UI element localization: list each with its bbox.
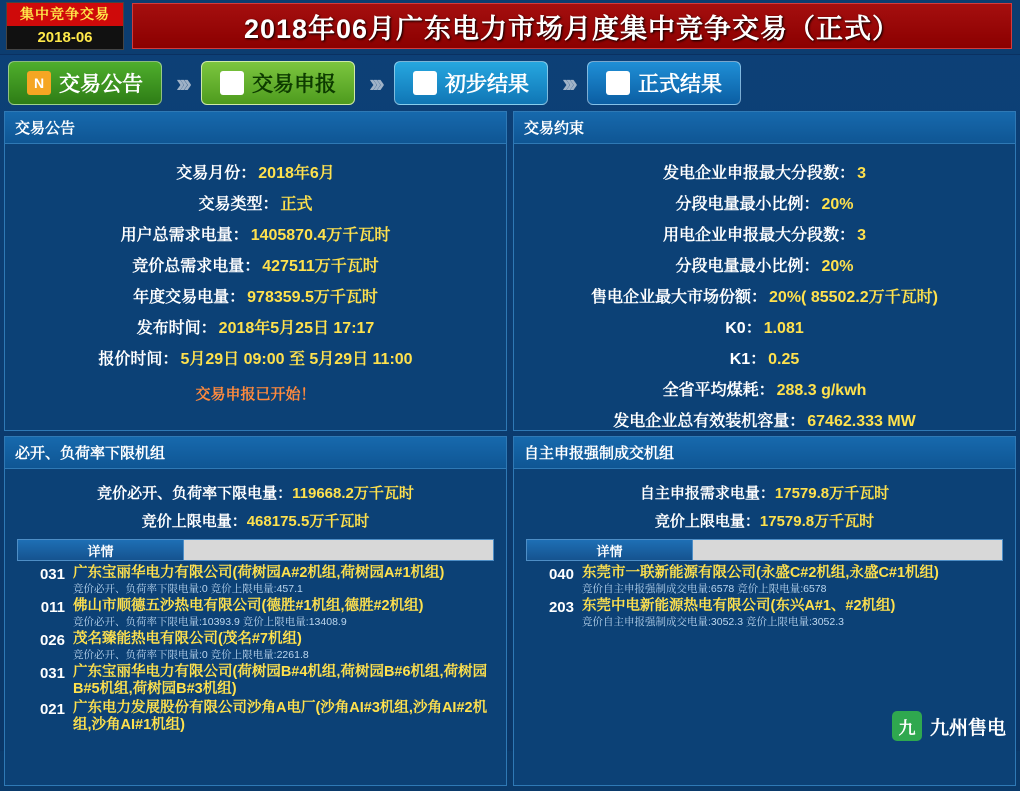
forced-summary-row xyxy=(520,510,1009,531)
colon: ： xyxy=(262,196,279,213)
colon: ： xyxy=(789,413,806,430)
list-item-name: 东莞中电新能源热电有限公司(东兴A#1、#2机组) xyxy=(582,598,896,614)
colon: ： xyxy=(240,165,257,182)
list-item-body xyxy=(73,664,498,698)
announcement-panel-body xyxy=(5,144,506,430)
tab-trade-announcement[interactable] xyxy=(8,61,162,105)
badge-line2: 2018-06 xyxy=(37,29,93,46)
list-item[interactable] xyxy=(522,598,1007,629)
list-item-meta: 竞价必开、负荷率下限电量:0 竞价上限电量:2261.8 xyxy=(73,649,309,661)
arrow-separator-1 xyxy=(162,68,201,99)
announcement-key: 竞价总需求电量 xyxy=(132,258,245,275)
list-item-number: 031 xyxy=(39,566,65,583)
constraints-panel-title: 交易约束 xyxy=(514,112,1015,144)
colon: ： xyxy=(750,351,767,368)
announcement-key: 用户总需求电量 xyxy=(120,227,233,244)
announcement-key: 年度交易电量 xyxy=(133,289,230,306)
must-run-panel-title: 必开、负荷率下限机组 xyxy=(5,437,506,469)
flag-icon: ⚑ xyxy=(606,71,630,95)
colon: ： xyxy=(758,382,775,399)
constraint-key: 分段电量最小比例 xyxy=(675,258,804,275)
announcement-row xyxy=(11,222,500,245)
must-run-summary-value: 119668.2万千瓦时 xyxy=(292,485,414,502)
announcement-value: 2018年6月 xyxy=(258,165,335,182)
colon: ： xyxy=(839,165,856,182)
chevron-right-icon: ››› xyxy=(561,67,573,98)
colon: ： xyxy=(803,258,820,275)
brand-watermark xyxy=(892,711,1006,741)
constraint-value: 20%( 85502.2万千瓦时) xyxy=(769,289,938,306)
announcement-value: 2018年5月25日 17:17 xyxy=(218,320,375,337)
left-column xyxy=(4,111,507,791)
constraint-value: 1.081 xyxy=(763,320,804,337)
colon: ： xyxy=(200,320,217,337)
announcement-value: 427511万千瓦时 xyxy=(262,258,379,275)
list-item[interactable] xyxy=(13,664,498,698)
constraints-panel xyxy=(513,111,1016,431)
list-item-meta: 竞价自主申报强制成交电量:6578 竞价上限电量:6578 xyxy=(582,583,827,595)
constraint-row xyxy=(520,408,1009,431)
step-nav xyxy=(0,55,1020,111)
forced-summary-key: 竞价上限电量： xyxy=(654,513,760,530)
must-run-panel-body xyxy=(5,469,506,785)
announcement-panel xyxy=(4,111,507,431)
list-item[interactable] xyxy=(13,631,498,662)
announcement-key: 发布时间 xyxy=(136,320,201,337)
list-item[interactable] xyxy=(13,700,498,734)
announcement-value: 正式 xyxy=(280,196,313,213)
tab-trade-announcement-label: 交易公告 xyxy=(59,73,143,96)
forced-detail-tab[interactable]: 详情 xyxy=(527,540,693,560)
constraint-row xyxy=(520,284,1009,307)
document-icon: ▤ xyxy=(220,71,244,95)
constraint-key: K0 xyxy=(725,320,746,337)
must-run-summary-value: 468175.5万千瓦时 xyxy=(246,513,370,530)
colon: ： xyxy=(244,258,261,275)
constraint-value: 0.25 xyxy=(768,351,800,368)
announcement-row xyxy=(11,315,500,338)
list-item-number: 021 xyxy=(39,701,65,718)
announcement-value: 1405870.4万千瓦时 xyxy=(250,227,391,244)
list-item-body xyxy=(582,598,1007,629)
list-item-name: 佛山市顺德五沙热电有限公司(德胜#1机组,德胜#2机组) xyxy=(73,598,424,614)
announcement-key: 交易类型 xyxy=(198,196,263,213)
constraint-row xyxy=(520,222,1009,245)
announcement-row xyxy=(11,284,500,307)
chevron-right-icon: ››› xyxy=(368,67,380,98)
must-run-tabbar xyxy=(17,539,494,561)
constraint-value: 67462.333 MW xyxy=(807,413,916,430)
list-item-meta: 竞价必开、负荷率下限电量:10393.9 竞价上限电量:13408.9 xyxy=(73,616,347,628)
panel-grid xyxy=(0,111,1020,791)
tabbar-filler xyxy=(184,540,493,560)
list-item-body xyxy=(73,565,498,596)
arrow-separator-3 xyxy=(548,68,587,99)
must-run-summary-key: 竞价上限电量： xyxy=(141,513,247,530)
announcement-value: 5月29日 09:00 至 5月29日 11:00 xyxy=(180,351,413,368)
must-run-list[interactable] xyxy=(11,563,500,775)
constraint-row xyxy=(520,253,1009,276)
badge-line1: 集中竞争交易 xyxy=(7,3,123,26)
colon: ： xyxy=(803,196,820,213)
tab-final-result[interactable] xyxy=(587,61,741,105)
trade-badge xyxy=(6,2,124,50)
constraint-value: 3 xyxy=(857,227,866,244)
constraint-key: 发电企业申报最大分段数 xyxy=(663,165,840,182)
colon: ： xyxy=(751,289,768,306)
announcement-note: 交易申报已开始！ xyxy=(195,386,316,403)
must-run-summary-row xyxy=(11,482,500,503)
list-item-name: 东莞市一联新能源有限公司(永盛C#2机组,永盛C#1机组) xyxy=(582,565,939,581)
list-item[interactable] xyxy=(13,598,498,629)
forced-summary-row xyxy=(520,482,1009,503)
must-run-summary-key: 竞价必开、负荷率下限电量： xyxy=(97,485,293,502)
must-run-panel xyxy=(4,436,507,786)
list-item-body xyxy=(73,631,498,662)
list-item-name: 茂名臻能热电有限公司(茂名#7机组) xyxy=(73,631,302,647)
tab-trade-declaration-label: 交易申报 xyxy=(251,73,336,96)
announcement-key: 交易月份 xyxy=(176,165,241,182)
notice-icon: N xyxy=(27,71,51,95)
brand-name: 九州售电 xyxy=(929,717,1006,739)
constraint-key: 全省平均煤耗 xyxy=(662,382,759,399)
constraint-key: 分段电量最小比例 xyxy=(675,196,804,213)
forced-summary-value: 17579.8万千瓦时 xyxy=(774,485,890,502)
constraint-value: 20% xyxy=(821,258,854,275)
list-item-number: 040 xyxy=(548,566,574,583)
list-item-body xyxy=(582,565,1007,596)
chevron-right-icon: ››› xyxy=(176,67,187,98)
colon: ： xyxy=(745,320,762,337)
constraint-key: 发电企业总有效装机容量 xyxy=(613,413,790,430)
announcement-row xyxy=(11,253,500,276)
constraint-row xyxy=(520,191,1009,214)
list-item-body xyxy=(73,598,498,629)
constraints-panel-body xyxy=(514,144,1015,430)
arrow-separator-2 xyxy=(355,68,394,99)
list-item-name: 广东电力发展股份有限公司沙角A电厂(沙角AI#3机组,沙角AI#2机组,沙角AI#1机组) xyxy=(73,700,488,733)
tab-preliminary-result[interactable] xyxy=(394,61,548,105)
announcement-panel-title: 交易公告 xyxy=(5,112,506,144)
top-banner xyxy=(0,0,1020,55)
colon: ： xyxy=(162,351,179,368)
list-item-number: 026 xyxy=(39,632,65,649)
forced-panel-title: 自主申报强制成交机组 xyxy=(514,437,1015,469)
colon: ： xyxy=(232,227,249,244)
forced-tabbar xyxy=(526,539,1003,561)
list-item-body xyxy=(73,700,498,734)
colon: ： xyxy=(229,289,246,306)
tab-final-result-label: 正式结果 xyxy=(637,73,722,96)
announcement-key: 报价时间 xyxy=(98,351,163,368)
must-run-detail-tab[interactable]: 详情 xyxy=(18,540,184,560)
flag-icon: ⚑ xyxy=(413,71,437,95)
tab-trade-declaration[interactable] xyxy=(201,61,355,105)
brand-logo-icon: 九 xyxy=(892,711,922,741)
forced-list[interactable] xyxy=(520,563,1009,775)
right-column xyxy=(513,111,1016,791)
constraint-value: 288.3 g/kwh xyxy=(776,382,867,399)
constraint-key: 售电企业最大市场份额 xyxy=(591,289,752,306)
tabbar-filler xyxy=(693,540,1002,560)
announcement-row xyxy=(11,160,500,183)
announcement-value: 978359.5万千瓦时 xyxy=(247,289,378,306)
list-item[interactable] xyxy=(13,565,498,596)
constraint-key: 用电企业申报最大分段数 xyxy=(663,227,840,244)
tab-preliminary-result-label: 初步结果 xyxy=(444,73,529,96)
list-item-meta: 竞价自主申报强制成交电量:3052.3 竞价上限电量:3052.3 xyxy=(582,616,844,628)
must-run-summary-row xyxy=(11,510,500,531)
list-item-number: 203 xyxy=(548,599,574,616)
list-item-meta: 竞价必开、负荷率下限电量:0 竞价上限电量:457.1 xyxy=(73,583,303,595)
constraint-row xyxy=(520,377,1009,400)
list-item-number: 011 xyxy=(40,599,65,616)
constraint-row xyxy=(520,346,1009,369)
announcement-row xyxy=(11,346,500,369)
constraint-row xyxy=(520,315,1009,338)
forced-summary-key: 自主申报需求电量： xyxy=(639,485,775,502)
list-item[interactable] xyxy=(522,565,1007,596)
constraint-row xyxy=(520,160,1009,183)
list-item-number: 031 xyxy=(39,665,65,682)
announcement-row xyxy=(11,191,500,214)
page-title: 2018年06月广东电力市场月度集中竞争交易（正式） xyxy=(243,13,901,44)
constraint-value: 3 xyxy=(857,165,866,182)
list-item-name: 广东宝丽华电力有限公司(荷树园A#2机组,荷树园A#1机组) xyxy=(73,565,445,581)
constraint-key: K1 xyxy=(729,351,751,368)
forced-summary-value: 17579.8万千瓦时 xyxy=(759,513,875,530)
constraint-value: 20% xyxy=(821,196,854,213)
page-title-bar xyxy=(132,3,1012,49)
colon: ： xyxy=(839,227,856,244)
list-item-name: 广东宝丽华电力有限公司(荷树园B#4机组,荷树园B#6机组,荷树园B#5机组,荷树园B#3机组) xyxy=(73,664,488,697)
